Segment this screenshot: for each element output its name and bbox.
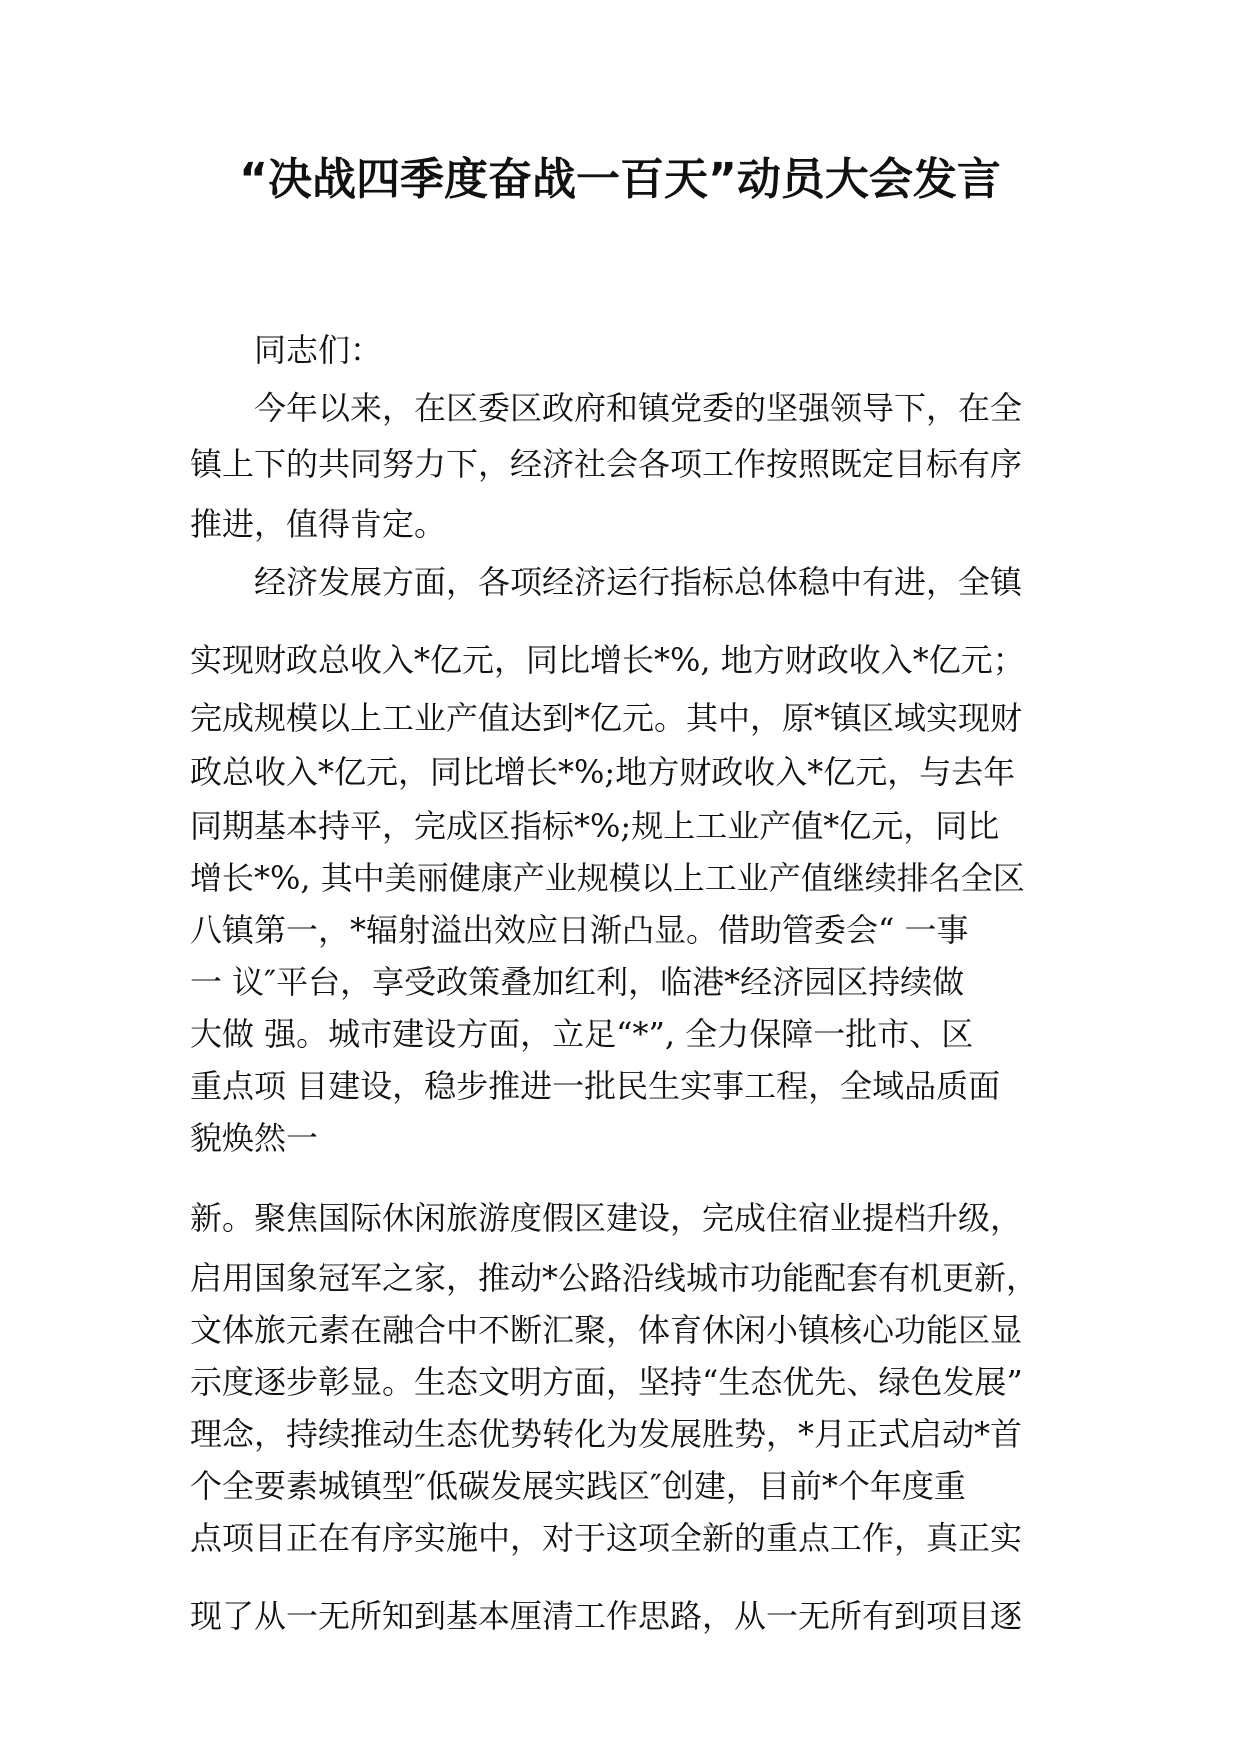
text-line: 点项目正在有序实施中，对于这项全新的重点工作，真正实 xyxy=(190,1519,1023,1557)
text-line: 文体旅元素在融合中不断汇聚，体育休闲小镇核心功能区显 xyxy=(190,1311,1023,1349)
text-line: 示度逐步彰显。生态文明方面，坚持“生态优先、绿色发展” xyxy=(190,1363,1023,1401)
text-line: 镇上下的共同努力下，经济社会各项工作按照既定目标有序 xyxy=(190,445,1023,483)
text-line: 实现财政总收入*亿元，同比增长*%, 地方财政收入*亿元； xyxy=(190,641,1025,679)
text-line: 理念，持续推动生态优势转化为发展胜势，*月正式启动*首 xyxy=(190,1415,1023,1453)
text-line: 一 议″平台，享受政策叠加红利，临港*经济园区持续做 xyxy=(190,963,965,1001)
document-title: “决战四季度奋战一百天”动员大会发言 xyxy=(239,154,1001,205)
text-line: 貌焕然一 xyxy=(190,1119,319,1157)
text-line: 今年以来，在区委区政府和镇党委的坚强领导下，在全 xyxy=(254,389,1023,427)
text-line: 现了从一无所知到基本厘清工作思路，从一无所有到项目逐 xyxy=(190,1597,1023,1635)
text-line: 增长*%, 其中美丽健康产业规模以上工业产值继续排名全区 xyxy=(190,859,1025,897)
text-line: 八镇第一，*辐射溢出效应日渐凸显。借助管委会“ 一事 xyxy=(190,911,969,949)
text-line: 重点项 目建设，稳步推进一批民生实事工程，全域品质面 xyxy=(190,1067,1001,1105)
text-line: 完成规模以上工业产值达到*亿元。其中，原*镇区域实现财 xyxy=(190,699,1023,737)
text-line: 大做 强。城市建设方面，立足“*”, 全力保障一批市、区 xyxy=(190,1015,974,1053)
text-line: 新。聚焦国际休闲旅游度假区建设，完成住宿业提档升级， xyxy=(190,1199,1023,1237)
text-line: 个全要素城镇型″低碳发展实践区″创建，目前*个年度重 xyxy=(190,1467,966,1505)
text-line: 启用国象冠军之家，推动*公路沿线城市功能配套有机更新， xyxy=(190,1259,1039,1297)
text-line: 经济发展方面，各项经济运行指标总体稳中有进，全镇 xyxy=(254,563,1023,601)
text-line: 政总收入*亿元，同比增长*%;地方财政收入*亿元，与去年 xyxy=(190,753,1016,791)
text-line: 同期基本持平，完成区指标*%;规上工业产值*亿元，同比 xyxy=(190,807,1000,845)
text-line: 推进，值得肯定。 xyxy=(190,505,447,543)
salutation: 同志们： xyxy=(254,331,383,369)
